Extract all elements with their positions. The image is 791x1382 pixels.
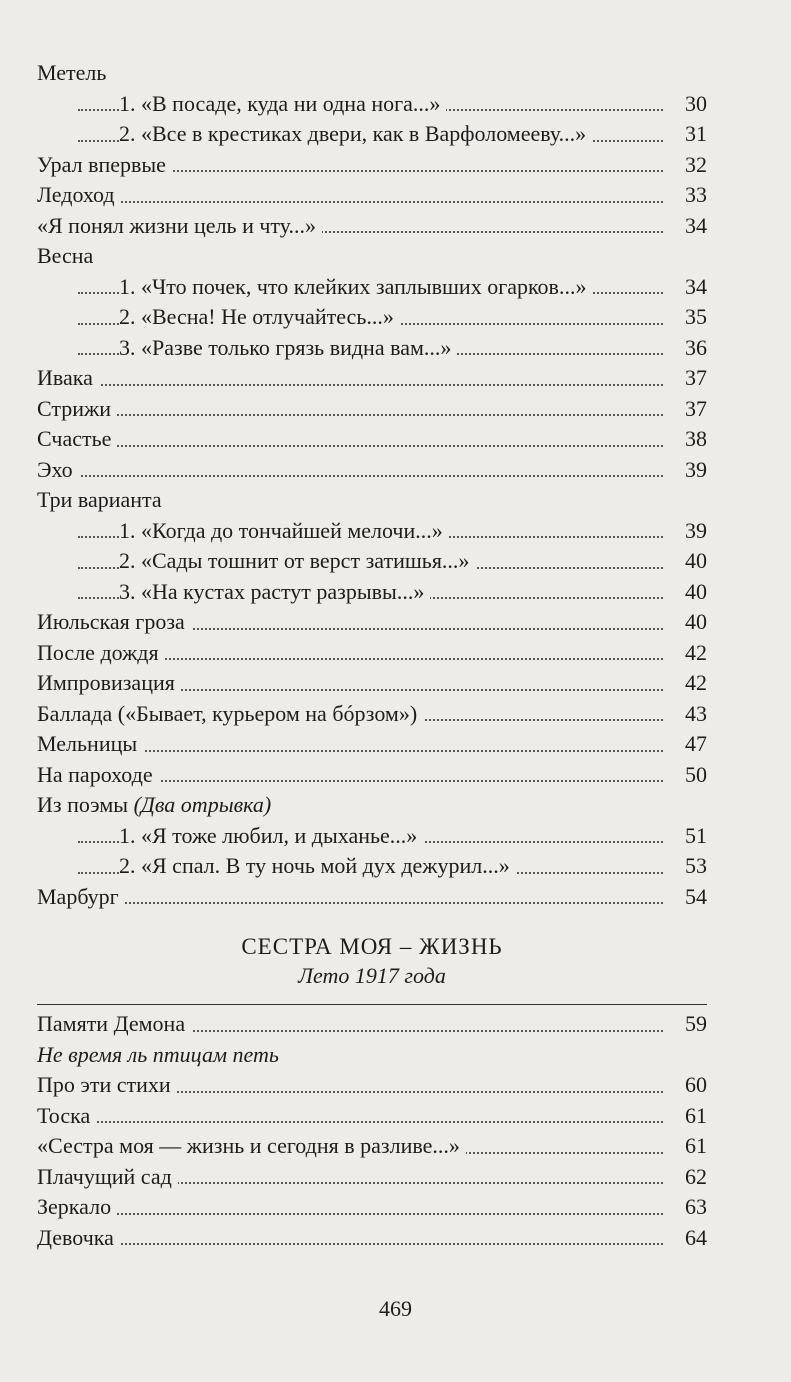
toc-entry-page: 51 [681,821,707,852]
toc-entry [37,1131,707,1162]
toc-entry-title: Марбург [37,884,125,909]
toc-entry-page: 61 [681,1131,707,1162]
toc-entry-page: 50 [681,760,707,791]
toc-subentry [37,272,707,303]
toc-entry-page: 53 [681,851,707,882]
dot-leader [37,1121,663,1123]
toc-entry-page: 61 [681,1101,707,1132]
toc-entry-title: Девочка [37,1225,120,1250]
toc-entry-title: Июльская гроза [37,609,191,634]
toc-entry-page: 62 [681,1162,707,1193]
toc-entry [37,424,707,455]
toc-entry [37,1070,707,1101]
dot-leader [37,1243,663,1245]
toc-entry-page: 34 [681,211,707,242]
toc-entry-title: Импровизация [37,670,181,695]
toc-heading-text: Три варианта [37,487,162,512]
toc-entry [37,760,707,791]
toc-subentry [37,546,707,577]
toc-entry [37,699,707,730]
toc-entry [37,607,707,638]
toc-entry [37,1162,707,1193]
toc-entry-page: 39 [681,455,707,486]
toc-entry-page: 37 [681,363,707,394]
toc-heading-text: Не время ль птицам петь [37,1041,279,1067]
toc-entry-title: 2. «Все в крестиках двери, как в Варфоломееву...» [119,121,592,146]
toc-entry-title: 1. «Когда до тончайшей мелочи...» [119,518,449,543]
toc-entry-title: «Сестра моя — жизнь и сегодня в разливе...» [37,1133,466,1158]
toc-entry-title: 1. «Я тоже любил, и дыханье...» [119,823,423,848]
dot-leader [37,475,663,477]
toc-entry-page: 39 [681,516,707,547]
toc-entry [37,363,707,394]
toc-entry [37,150,707,181]
toc-entry-title: Зеркало [37,1194,117,1219]
toc-entry [37,1223,707,1254]
toc-entry-page: 34 [681,272,707,303]
toc-subentry [37,119,707,150]
toc-entry-page: 38 [681,424,707,455]
dot-leader [37,902,663,904]
toc-entry-title: Счастье [37,426,117,451]
toc-subentry [37,89,707,120]
toc-entry-title: 2. «Весна! Не отлучайтесь...» [119,304,400,329]
toc-heading-note: (Два отрывка) [133,792,272,817]
toc-entry [37,1192,707,1223]
toc-entry-title: «Я понял жизни цель и чту...» [37,213,322,238]
toc-entry-page: 59 [681,1009,707,1040]
toc-subentry [37,821,707,852]
toc-entry-title: Ивака [37,365,99,390]
toc-heading [37,241,707,272]
toc-heading-text: Метель [37,60,107,85]
toc-entry-title: Ледоход [37,182,121,207]
toc-entry-title: Памяти Демона [37,1011,191,1036]
toc-entry-title: Тоска [37,1103,96,1128]
toc-subentry [37,302,707,333]
toc-entry-title: Стрижи [37,396,117,421]
toc-part-2 [37,1009,707,1253]
toc-heading-text: Весна [37,243,94,268]
toc-entry-page: 40 [681,607,707,638]
toc-entry [37,882,707,913]
toc-entry [37,638,707,669]
toc-entry-page: 60 [681,1070,707,1101]
toc-entry-page: 32 [681,150,707,181]
dot-leader [37,414,663,416]
toc-heading [37,58,707,89]
toc-subentry [37,851,707,882]
toc-entry-page: 43 [681,699,707,730]
toc-entry-title: После дождя [37,640,165,665]
toc-entry [37,668,707,699]
toc-entry-page: 36 [681,333,707,364]
toc-entry-title: Урал впервые [37,152,172,177]
toc-entry-title: 3. «Разве только грязь видна вам...» [119,335,457,360]
section-subtitle: Лето 1917 года [298,963,446,988]
toc-heading [37,790,707,821]
toc-entry-page: 40 [681,546,707,577]
toc-entry-title: 3. «На кустах растут разрывы...» [119,579,430,604]
toc-part-1 [37,58,707,912]
toc-entry [37,729,707,760]
dot-leader [37,384,663,386]
dot-leader [37,201,663,203]
toc-entry-title: Мельницы [37,731,143,756]
toc-entry-title: 2. «Я спал. В ту ночь мой дух дежурил...» [119,853,516,878]
toc-entry-page: 33 [681,180,707,211]
toc-entry-page: 64 [681,1223,707,1254]
section-rule [37,1004,707,1005]
toc-entry-page: 47 [681,729,707,760]
toc-entry [37,394,707,425]
toc-entry-page: 42 [681,668,707,699]
toc-entry-title: Про эти стихи [37,1072,177,1097]
page-number: 469 [379,1296,412,1321]
toc-entry-page: 42 [681,638,707,669]
toc-subentry [37,333,707,364]
toc-entry-title: 2. «Сады тошнит от верст затишья...» [119,548,475,573]
toc-entry-title: Эхо [37,457,79,482]
toc-entry-title: Баллада («Бывает, курьером на бóрзом») [37,701,423,726]
section-title: СЕСТРА МОЯ – ЖИЗНЬ [241,934,503,959]
toc-entry-page: 37 [681,394,707,425]
toc-entry-page: 35 [681,302,707,333]
toc-entry [37,1009,707,1040]
toc-subentry [37,516,707,547]
toc-heading [37,485,707,516]
toc-entry-page: 40 [681,577,707,608]
toc-entry [37,180,707,211]
toc-heading [37,1040,707,1071]
toc-entry-title: На пароходе [37,762,159,787]
toc-entry [37,455,707,486]
toc-entry-title: 1. «В посаде, куда ни одна нога...» [119,91,446,116]
dot-leader [37,1213,663,1215]
toc-entry-page: 30 [681,89,707,120]
toc-entry-page: 31 [681,119,707,150]
toc-subentry [37,577,707,608]
table-of-contents [37,58,707,1253]
toc-entry-title: Плачущий сад [37,1164,178,1189]
toc-entry-title: 1. «Что почек, что клейких заплывших огарков...» [119,274,592,299]
toc-entry-page: 63 [681,1192,707,1223]
toc-entry [37,211,707,242]
dot-leader [37,445,663,447]
toc-entry-page: 54 [681,882,707,913]
toc-entry [37,1101,707,1132]
toc-heading-text: Из поэмы [37,792,129,817]
